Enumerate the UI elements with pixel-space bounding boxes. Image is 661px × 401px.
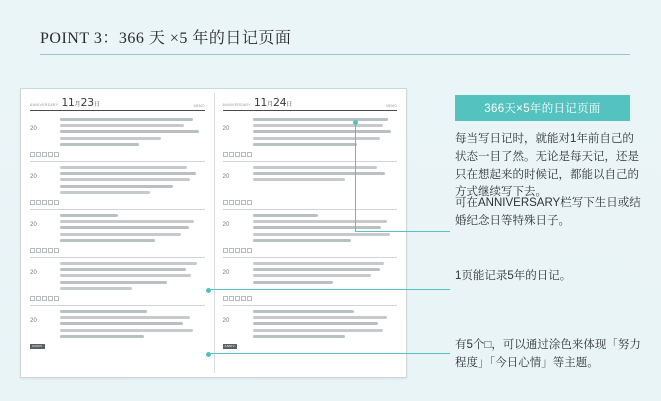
entry-year: 20 — [222, 126, 230, 132]
entry-checkbox[interactable] — [54, 152, 59, 157]
diary-entry-row — [223, 114, 398, 162]
diary-entry-row — [30, 258, 205, 306]
entry-checkbox[interactable] — [30, 296, 35, 301]
entry-checkbox-group — [30, 152, 59, 157]
entry-checkbox[interactable] — [235, 248, 240, 253]
entry-year-block — [223, 117, 251, 159]
entry-handwriting — [251, 261, 398, 303]
entry-year-block — [223, 261, 251, 303]
entry-year-block — [223, 309, 251, 351]
anniversary-label: ANNIVERSARY — [30, 103, 59, 107]
entry-handwriting — [251, 117, 398, 159]
entry-checkbox[interactable] — [241, 296, 246, 301]
entry-checkbox-group — [223, 248, 252, 253]
entry-year-block — [223, 213, 251, 255]
page-title: POINT 3：366 天 ×5 年的日记页面 — [40, 29, 292, 47]
entry-checkbox[interactable] — [247, 248, 252, 253]
entry-year: 20 — [222, 318, 230, 324]
entry-handwriting — [58, 165, 205, 207]
entry-checkbox[interactable] — [48, 200, 53, 205]
callout-1: 每当写日记时，就能对1年前自己的状态一目了然。无论是每天记，还是只在想起来的时候记，都能以自己的方式继续写下去。 — [455, 133, 639, 199]
entry-checkbox[interactable] — [223, 152, 228, 157]
entry-checkbox[interactable] — [54, 248, 59, 253]
entry-checkbox[interactable] — [241, 152, 246, 157]
entry-checkbox[interactable] — [36, 248, 41, 253]
entry-checkbox[interactable] — [223, 296, 228, 301]
entry-checkbox[interactable] — [30, 200, 35, 205]
entry-year: 20 — [30, 126, 38, 132]
diary-entry-row — [223, 162, 398, 210]
left-page-header — [30, 97, 205, 111]
entry-year: 20 — [222, 222, 230, 228]
entry-year-block — [30, 165, 58, 207]
entry-year: 20 — [30, 174, 38, 180]
leader-line-horizontal — [355, 231, 450, 232]
callout-2: 可在ANNIVERSARY栏写下生日或结婚纪念日等特殊日子。 — [455, 197, 641, 227]
entry-year-block — [30, 261, 58, 303]
memo-label: MEMO — [193, 104, 205, 108]
entry-checkbox[interactable] — [48, 296, 53, 301]
entry-checkbox[interactable] — [54, 296, 59, 301]
entry-checkbox[interactable] — [48, 152, 53, 157]
entry-year-block — [223, 165, 251, 207]
diary-entry-row — [223, 210, 398, 258]
entry-checkbox[interactable] — [247, 200, 252, 205]
entry-checkbox[interactable] — [235, 152, 240, 157]
entry-year: 20 — [30, 222, 38, 228]
entry-year: 20 — [222, 174, 230, 180]
right-page-header — [223, 97, 398, 111]
entry-checkbox[interactable] — [247, 296, 252, 301]
page-header — [40, 18, 630, 55]
entry-checkbox[interactable] — [36, 152, 41, 157]
entry-handwriting — [58, 117, 205, 159]
diary-entry-row — [30, 114, 205, 162]
anniversary-label: ANNIVERSARY — [222, 103, 251, 107]
memo-label: MEMO — [386, 104, 397, 108]
entry-checkbox[interactable] — [42, 152, 47, 157]
entry-handwriting — [58, 309, 205, 351]
leader-line-horizontal — [208, 289, 450, 290]
entry-checkbox[interactable] — [36, 200, 41, 205]
entry-handwriting — [251, 165, 398, 207]
entry-checkbox[interactable] — [30, 248, 35, 253]
entry-checkbox-group — [223, 152, 252, 157]
entry-checkbox[interactable] — [247, 152, 252, 157]
diary-entry-row — [223, 258, 398, 306]
callout-4: 有5个□，可以通过涂色来体现「努力程度」「今日心情」等主题。 — [455, 339, 641, 369]
entry-year-block — [30, 309, 58, 351]
entry-handwriting — [58, 213, 205, 255]
entry-checkbox[interactable] — [48, 248, 53, 253]
entry-handwriting — [58, 261, 205, 303]
entry-year: 20 — [222, 270, 230, 276]
entry-checkbox[interactable] — [241, 200, 246, 205]
diary-entry-row — [223, 306, 398, 353]
entry-handwriting — [251, 309, 398, 351]
entry-year: 20 — [30, 270, 38, 276]
entry-checkbox[interactable] — [42, 200, 47, 205]
entry-checkbox[interactable] — [223, 200, 228, 205]
leader-line-vertical — [355, 122, 356, 232]
diary-right-page — [214, 89, 407, 377]
entry-year-block — [30, 213, 58, 255]
entry-year: 20 — [30, 318, 38, 324]
right-page-date: 11月24日 — [253, 96, 293, 109]
entry-checkbox-group — [30, 248, 59, 253]
entry-checkbox[interactable] — [229, 200, 234, 205]
entry-checkbox[interactable] — [42, 248, 47, 253]
entry-checkbox[interactable] — [241, 248, 246, 253]
diary-entry-row — [30, 162, 205, 210]
diary-entry-row — [30, 306, 205, 353]
entry-checkbox-group — [30, 200, 59, 205]
diary-left-page — [21, 89, 214, 377]
diary-spread-image — [20, 88, 407, 378]
entry-checkbox-group — [223, 200, 252, 205]
entry-handwriting — [251, 213, 398, 255]
entry-checkbox[interactable] — [36, 296, 41, 301]
entry-checkbox[interactable] — [235, 200, 240, 205]
entry-checkbox[interactable] — [30, 152, 35, 157]
callout-3: 1页能记录5年的日记。 — [455, 270, 572, 282]
diary-entry-row — [30, 210, 205, 258]
section-badge — [455, 95, 630, 121]
entry-checkbox-group — [30, 296, 59, 301]
leader-line-horizontal — [208, 353, 450, 354]
section-badge-label: 366天×5年的日记页面 — [484, 103, 601, 115]
entry-checkbox[interactable] — [42, 296, 47, 301]
entry-checkbox[interactable] — [229, 152, 234, 157]
entry-checkbox[interactable] — [229, 296, 234, 301]
anniversary-badge: ANNIV. — [32, 344, 43, 348]
entry-year-block — [30, 117, 58, 159]
entry-checkbox[interactable] — [223, 248, 228, 253]
anniversary-badge: ANNIV. — [224, 344, 236, 348]
left-page-date: 11月23日 — [61, 96, 100, 109]
entry-checkbox[interactable] — [54, 200, 59, 205]
entry-checkbox[interactable] — [235, 296, 240, 301]
entry-checkbox-group — [223, 296, 252, 301]
entry-checkbox[interactable] — [229, 248, 234, 253]
